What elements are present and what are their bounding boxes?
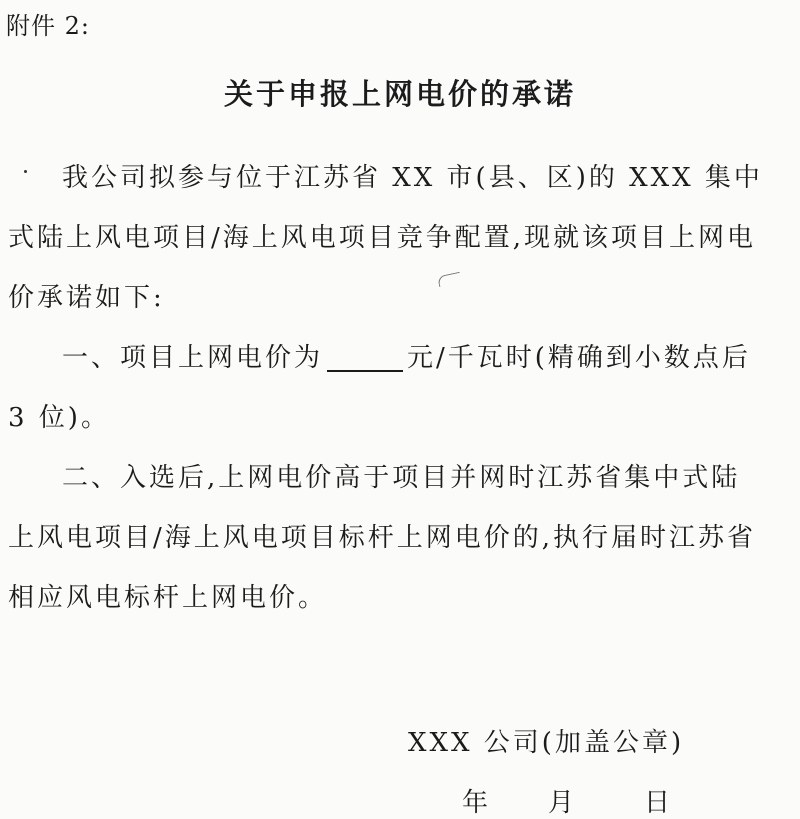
paragraph-1-line-3: 价承诺如下: (8, 283, 165, 313)
paragraph-1-line-2: 式陆上风电项目/海上风电项目竞争配置,现就该项目上网电 (8, 223, 757, 253)
item-1-line-1 (8, 328, 794, 388)
item-2-line-2: 上风电项目/海上风电项目标杆上网电价的,执行届时江苏省 (8, 523, 757, 553)
document-body (8, 148, 794, 628)
date-day: 日 (644, 788, 671, 818)
paragraph-1-line-1: 我公司拟参与位于江苏省 XX 市(县、区)的 XXX 集中 (62, 163, 763, 193)
item-1-prefix: 一、项目上网电价为 (62, 343, 324, 373)
document-title: 关于申报上网电价的承诺 (223, 77, 576, 111)
price-blank-line[interactable] (327, 336, 403, 372)
item-1-suffix: 元/千瓦时(精确到小数点后 (407, 343, 751, 373)
date-month: 月 (548, 788, 575, 818)
date-year: 年 (462, 788, 489, 818)
item-1-line-2: 3 位)。 (8, 403, 110, 433)
signature-company: XXX 公司(加盖公章) (408, 728, 685, 758)
item-2-line-1: 二、入选后,上网电价高于项目并网时江苏省集中式陆 (62, 463, 741, 493)
item-2-line-3: 相应风电标杆上网电价。 (8, 583, 328, 613)
attachment-label: 附件 2: (6, 12, 90, 40)
